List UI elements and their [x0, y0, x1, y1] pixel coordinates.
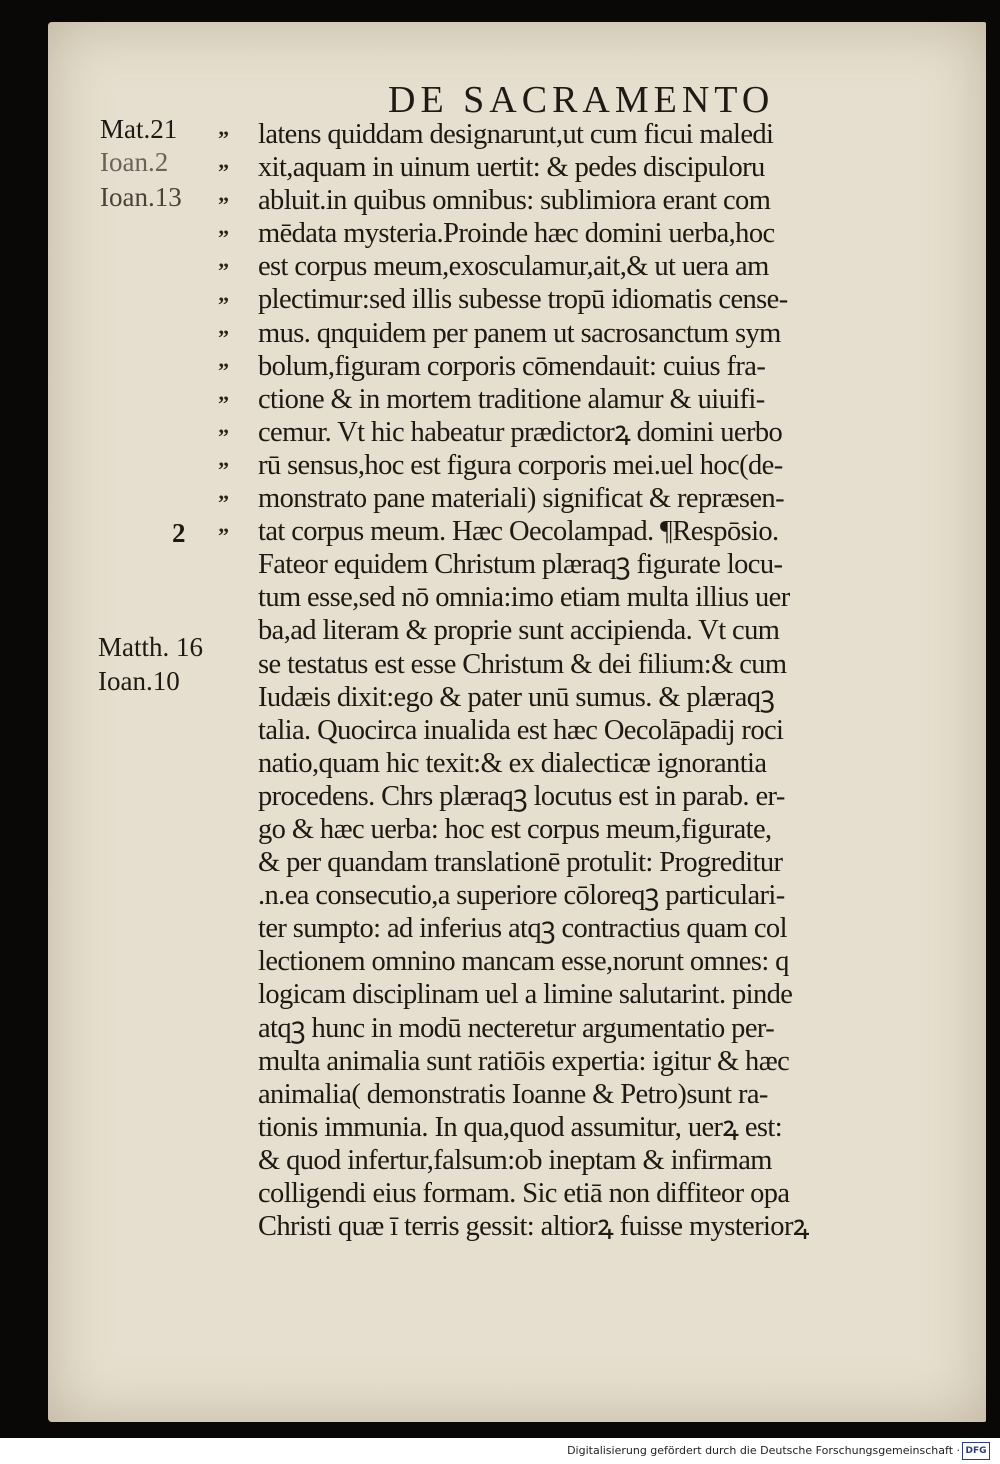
text-line: & per quandam translationē protulit: Progreditur [258, 847, 783, 879]
text-line: abluit.in quibus omnibus: sublimiora erant com [258, 185, 771, 217]
text-line: procedens. Chrs plæraqꝫ locutus est in parab. er- [258, 780, 785, 812]
quotation-mark: ” [218, 291, 229, 317]
running-head: DE SACRAMENTO [388, 79, 775, 121]
text-line: lectionem omnino mancam esse,norunt omnes: q [258, 946, 789, 978]
text-line: logicam disciplinam uel a limine salutarint. pinde [258, 979, 793, 1011]
quotation-mark: ” [218, 225, 229, 251]
text-line: .n.ea consecutio,a superiore cōloreqꝫ particulari- [258, 880, 785, 912]
margin-note-ioan13: Ioan.13 [100, 182, 182, 212]
text-line: tionis immunia. In qua,quod assumitur, uerꝝ est: [258, 1111, 783, 1143]
quotation-mark: ” [218, 258, 229, 284]
text-line: se testatus est esse Christum & dei filium:& cum [258, 648, 787, 680]
main-text-block [258, 118, 948, 1243]
text-line: mus. qnquidem per panem ut sacrosanctum sym [258, 317, 781, 349]
text-line: multa animalia sunt ratiōis expertia: igitur & hæc [258, 1045, 790, 1077]
quotation-mark: ” [218, 192, 229, 218]
dfg-logo: DFG [962, 1442, 990, 1460]
quotation-mark: ” [218, 357, 229, 383]
quotation-mark: ” [218, 159, 229, 185]
text-line: xit,aquam in uinum uertit: & pedes discipuloru [258, 152, 765, 184]
text-line: cemur. Vt hic habeatur prædictorꝝ domini uerbo [258, 416, 783, 448]
text-line: Iudæis dixit:ego & pater unū sumus. & plæraqꝫ [258, 681, 775, 713]
margin-note-ioan10: Ioan.10 [98, 666, 180, 696]
text-line: tum esse,sed nō omnia:imo etiam multa illius uer [258, 582, 790, 614]
text-line: tat corpus meum. Hæc Oecolampad. ¶Respōsio. [258, 516, 779, 548]
margin-note-2: 2 [172, 518, 186, 548]
text-line: monstrato pane materiali) significat & repræsen- [258, 483, 784, 515]
text-line: mēdata mysteria.Proinde hæc domini uerba,hoc [258, 218, 775, 250]
quotation-mark: ” [218, 423, 229, 449]
text-line: Christi quæ ī terris gessit: altiorꝝ fuisse mysteriorꝝ [258, 1211, 809, 1243]
margin-note-ioan2: Ioan.2 [100, 147, 169, 177]
text-line: plectimur:sed illis subesse tropū idiomatis cense- [258, 284, 788, 316]
text-line: colligendi eius formam. Sic etiā non diffiteor opa [258, 1178, 790, 1209]
text-line: ter sumpto: ad inferius atqꝫ contractius quam col [258, 913, 787, 945]
text-line: natio,quam hic texit:& ex dialecticæ ignorantia [258, 747, 767, 779]
text-line: talia. Quocirca inualida est hæc Oecolāpadij roci [258, 714, 784, 746]
text-line: ctione & in mortem traditione alamur & uiuifi- [258, 383, 765, 415]
text-line: atqꝫ hunc in modū necteretur argumentatio per- [258, 1012, 775, 1044]
text-line: latens quiddam designarunt,ut cum ficui maledi [258, 119, 774, 150]
text-line: rū sensus,hoc est figura corporis mei.uel hoc(de- [258, 449, 783, 481]
text-line: Fateor equidem Christum plæraqꝫ figurate locu- [258, 549, 783, 581]
text-line: bolum,figuram corporis cōmendauit: cuius fra- [258, 350, 766, 382]
text-line: go & hæc uerba: hoc est corpus meum,figurate, [258, 813, 772, 845]
text-line: est corpus meum,exosculamur,ait,& ut uera am [258, 251, 769, 283]
margin-note-matth16: Matth. 16 [98, 632, 203, 662]
quotation-mark: ” [218, 324, 229, 350]
text-line: & quod infertur,falsum:ob ineptam & infirmam [258, 1144, 772, 1176]
margin-note-mat21: Mat.21 [100, 114, 178, 144]
quotation-mark: ” [218, 390, 229, 416]
quotation-mark: ” [218, 126, 229, 151]
footer-credit: Digitalisierung gefördert durch die Deutsche Forschungsgemeinschaft · [567, 1444, 960, 1457]
quotation-mark: ” [218, 523, 229, 549]
text-line: ba,ad literam & proprie sunt accipienda. Vt cum [258, 615, 780, 647]
quotation-mark: ” [218, 457, 229, 482]
quotation-mark: ” [218, 490, 229, 516]
text-line: animalia( demonstratis Ioanne & Petro)sunt ra- [258, 1078, 768, 1110]
